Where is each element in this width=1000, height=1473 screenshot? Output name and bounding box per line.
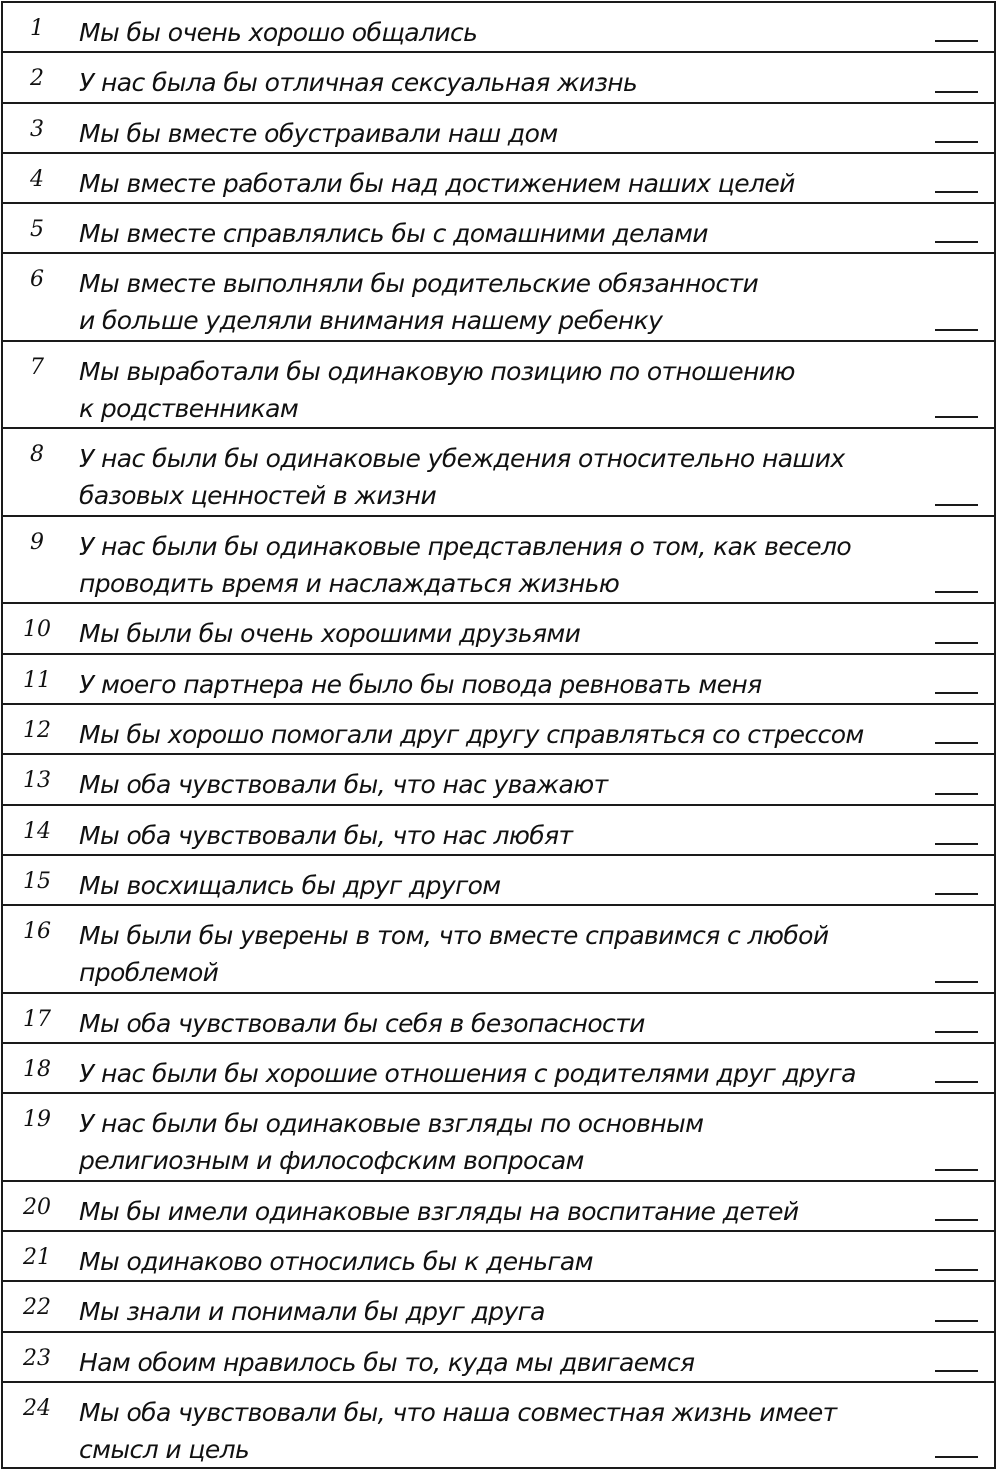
- item-statement: [71, 906, 994, 992]
- answer-blank[interactable]: [935, 793, 978, 795]
- answer-blank[interactable]: [935, 1169, 978, 1171]
- statement-line: к родственникам: [79, 393, 299, 423]
- item-number: 12: [23, 718, 51, 744]
- questionnaire-row: [3, 856, 994, 906]
- statement-line: Мы бы хорошо помогали друг другу справляться со стрессом: [79, 720, 864, 750]
- questionnaire-row: [3, 517, 994, 605]
- item-number: 2: [30, 66, 44, 92]
- statement-line: религиозным и философским вопросам: [79, 1146, 584, 1176]
- item-number: 8: [30, 442, 44, 468]
- questionnaire-row: [3, 1383, 994, 1467]
- item-statement: [71, 994, 994, 1042]
- answer-blank[interactable]: [935, 40, 978, 42]
- item-number: 14: [23, 818, 51, 844]
- statement-line: проблемой: [79, 958, 219, 988]
- questionnaire-row: [3, 906, 994, 994]
- answer-blank[interactable]: [935, 742, 978, 744]
- item-statement: [71, 1282, 994, 1330]
- questionnaire-row: [3, 705, 994, 755]
- statement-line: У моего партнера не было бы повода ревновать меня: [79, 669, 762, 699]
- item-statement: [71, 104, 994, 152]
- statement-line: базовых ценностей в жизни: [79, 481, 437, 511]
- answer-blank[interactable]: [935, 1320, 978, 1322]
- questionnaire-row: [3, 994, 994, 1044]
- item-number: 3: [30, 116, 44, 142]
- item-statement: [71, 3, 994, 51]
- item-number: 6: [30, 267, 44, 293]
- questionnaire-row: [3, 655, 994, 705]
- answer-blank[interactable]: [935, 692, 978, 694]
- statement-line: Мы оба чувствовали бы, что нас любят: [79, 820, 573, 850]
- answer-blank[interactable]: [935, 241, 978, 243]
- statement-line: У нас были бы хорошие отношения с родителями друг друга: [79, 1059, 856, 1089]
- questionnaire-row: [3, 1044, 994, 1094]
- questionnaire-row: [3, 1182, 994, 1232]
- statement-line: Нам обоим нравилось бы то, куда мы двигаемся: [79, 1347, 695, 1377]
- statement-line: Мы были бы очень хорошими друзьями: [79, 619, 581, 649]
- item-statement: [71, 655, 994, 703]
- statement-line: Мы бы очень хорошо общались: [79, 18, 478, 47]
- item-number: 16: [23, 919, 51, 945]
- answer-blank[interactable]: [935, 893, 978, 895]
- item-number: 18: [23, 1057, 51, 1083]
- questionnaire-row: [3, 53, 994, 103]
- statement-line: У нас были бы одинаковые представления о том, как весело: [79, 531, 852, 561]
- statement-line: Мы бы имели одинаковые взгляды на воспитание детей: [79, 1196, 799, 1226]
- statement-line: У нас была бы отличная сексуальная жизнь: [79, 68, 638, 98]
- statement-line: Мы были бы уверены в том, что вместе справимся с любой: [79, 921, 829, 951]
- statement-line: Мы вместе выполняли бы родительские обязанности: [79, 269, 759, 299]
- item-statement: [71, 1383, 994, 1467]
- answer-blank[interactable]: [935, 1219, 978, 1221]
- answer-blank[interactable]: [935, 981, 978, 983]
- item-number: 22: [23, 1295, 51, 1321]
- questionnaire-row: [3, 1094, 994, 1182]
- item-number: 13: [23, 768, 51, 794]
- questionnaire-row: [3, 154, 994, 204]
- answer-blank[interactable]: [935, 191, 978, 193]
- item-number: 15: [23, 868, 51, 894]
- item-statement: [71, 154, 994, 202]
- item-number: 19: [23, 1107, 51, 1133]
- answer-blank[interactable]: [935, 91, 978, 93]
- statement-line: Мы оба чувствовали бы, что нас уважают: [79, 770, 608, 800]
- item-number: 10: [23, 617, 51, 643]
- item-number: 23: [23, 1345, 51, 1371]
- item-number: 9: [30, 529, 44, 555]
- answer-blank[interactable]: [935, 642, 978, 644]
- answer-blank[interactable]: [935, 843, 978, 845]
- questionnaire-row: [3, 104, 994, 154]
- answer-blank[interactable]: [935, 1081, 978, 1083]
- item-number: 1: [30, 16, 44, 41]
- questionnaire-row: [3, 604, 994, 654]
- statement-line: У нас были бы одинаковые взгляды по основным: [79, 1109, 704, 1139]
- answer-blank[interactable]: [935, 1456, 978, 1458]
- statement-line: Мы оба чувствовали бы себя в безопасности: [79, 1008, 645, 1038]
- answer-blank[interactable]: [935, 504, 978, 506]
- item-statement: [71, 705, 994, 753]
- item-statement: [71, 204, 994, 252]
- item-number: 17: [23, 1006, 51, 1032]
- questionnaire-row: [3, 1282, 994, 1332]
- item-number: 5: [30, 217, 44, 243]
- item-statement: [71, 429, 994, 515]
- questionnaire-row: [3, 806, 994, 856]
- item-statement: [71, 604, 994, 652]
- statement-line: Мы знали и понимали бы друг друга: [79, 1297, 545, 1327]
- answer-blank[interactable]: [935, 1269, 978, 1271]
- questionnaire-row: [3, 3, 994, 53]
- item-number: 24: [23, 1396, 51, 1422]
- statement-line: У нас были бы одинаковые убеждения относительно наших: [79, 444, 845, 474]
- item-statement: [71, 1333, 994, 1381]
- statement-line: Мы выработали бы одинаковую позицию по отношению: [79, 356, 795, 386]
- answer-blank[interactable]: [935, 141, 978, 143]
- statement-line: и больше уделяли внимания нашему ребенку: [79, 306, 663, 336]
- item-statement: [71, 342, 994, 428]
- statement-line: Мы вместе работали бы над достижением наших целей: [79, 168, 795, 198]
- answer-blank[interactable]: [935, 591, 978, 593]
- item-statement: [71, 53, 994, 101]
- statement-line: Мы оба чувствовали бы, что наша совместная жизнь имеет: [79, 1398, 837, 1428]
- item-statement: [71, 1044, 994, 1092]
- item-statement: [71, 1182, 994, 1230]
- statement-line: Мы одинаково относились бы к деньгам: [79, 1247, 593, 1277]
- questionnaire-row: [3, 429, 994, 517]
- statement-line: Мы восхищались бы друг другом: [79, 870, 501, 900]
- item-number: 21: [23, 1245, 51, 1271]
- statement-line: Мы вместе справлялись бы с домашними делами: [79, 219, 708, 249]
- item-statement: [71, 1232, 994, 1280]
- item-statement: [71, 517, 994, 603]
- answer-blank[interactable]: [935, 329, 978, 331]
- item-number: 20: [23, 1194, 51, 1220]
- item-number: 11: [23, 667, 51, 693]
- answer-blank[interactable]: [935, 1370, 978, 1372]
- item-statement: [71, 254, 994, 340]
- statement-line: Мы бы вместе обустраивали наш дом: [79, 118, 558, 148]
- questionnaire-row: [3, 342, 994, 430]
- statement-line: смысл и цель: [79, 1435, 250, 1465]
- questionnaire-row: [3, 755, 994, 805]
- questionnaire-row: [3, 1232, 994, 1282]
- item-statement: [71, 856, 994, 904]
- answer-blank[interactable]: [935, 1031, 978, 1033]
- item-number: 4: [30, 166, 44, 192]
- questionnaire-row: [3, 204, 994, 254]
- item-statement: [71, 806, 994, 854]
- questionnaire-row: [3, 1333, 994, 1383]
- item-statement: [71, 755, 994, 803]
- answer-blank[interactable]: [935, 416, 978, 418]
- item-statement: [71, 1094, 994, 1180]
- statement-line: проводить время и наслаждаться жизнью: [79, 568, 620, 598]
- questionnaire-table: [1, 1, 996, 1469]
- questionnaire-row: [3, 254, 994, 342]
- item-number: 7: [30, 354, 44, 380]
